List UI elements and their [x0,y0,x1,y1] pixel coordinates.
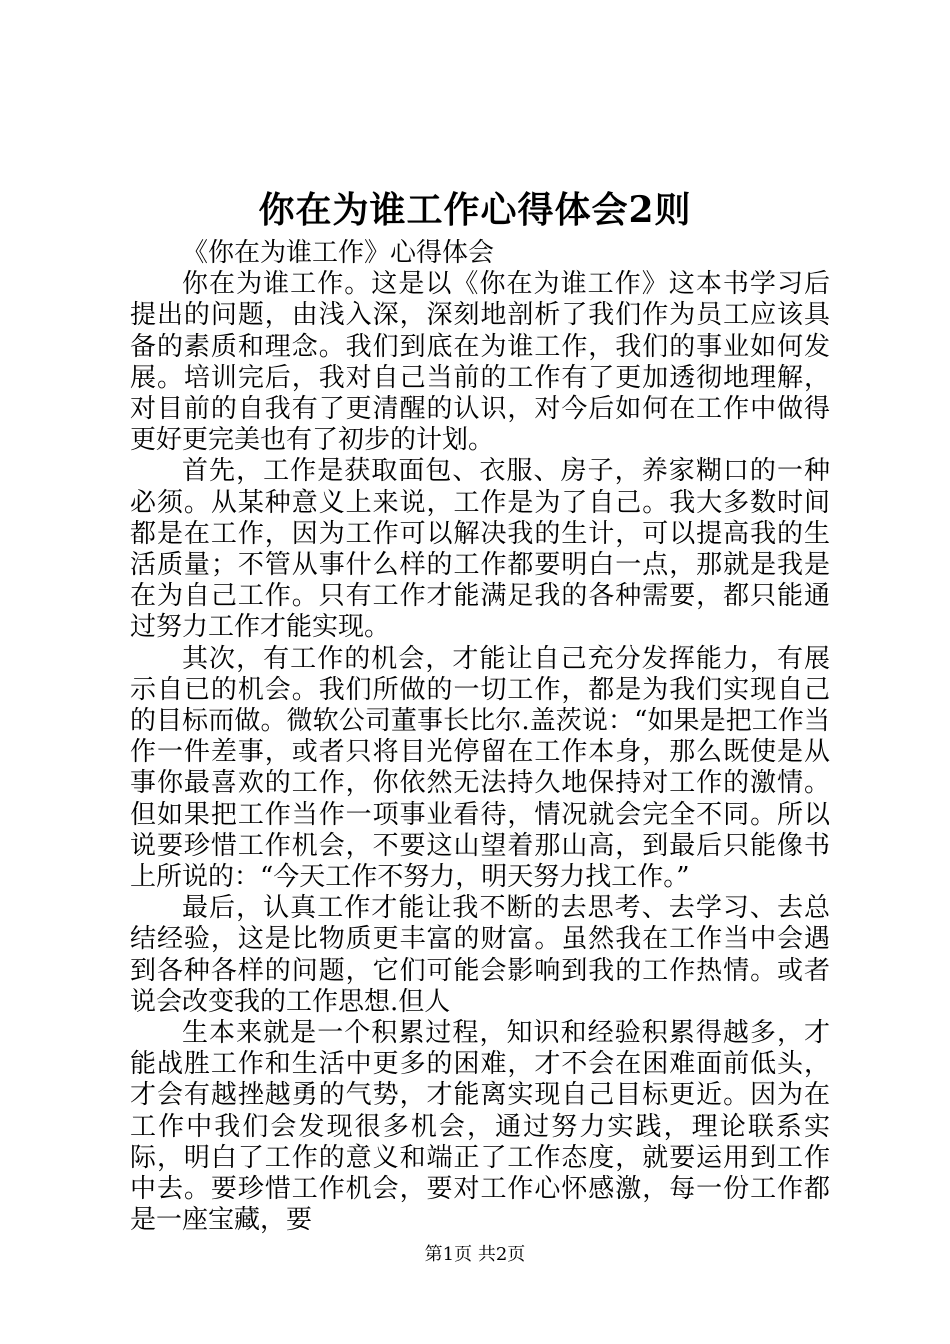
page-number-footer: 第1页 共2页 [424,1244,526,1265]
body-paragraph: 其次，有工作的机会，才能让自己充分发挥能力，有展示自已的机会。我们所做的一切工作，都是为我们实现自己的目标而做。微软公司董事长比尔.盖茨说：“如果是把工作当作一件差事，或者只将目光停留在工作本身，那么既使是从事你最喜欢的工作，你依然无法持久地保持对工作的激情。但如果把工作当作一项事业看待，情况就会完全不同。所以说要珍惜工作机会，不要这山望着那山高，到最后只能像书上所说的：“今天工作不努力，明天努力找工作。” [130,643,830,893]
body-paragraph: 首先，工作是获取面包、衣服、房子，养家糊口的一种必须。从某种意义上来说，工作是为了自己。我大多数时间都是在工作，因为工作可以解决我的生计，可以提高我的生活质量；不管从事什么样的工作都要明白一点，那就是我是在为自己工作。只有工作才能满足我的各种需要，都只能通过努力工作才能实现。 [130,456,830,643]
subtitle-paragraph: 《你在为谁工作》心得体会 [182,238,495,268]
body-paragraph: 生本来就是一个积累过程，知识和经验积累得越多，才能战胜工作和生活中更多的困难，才不会在困难面前低头，才会有越挫越勇的气势，才能离实现自己目标更近。因为在工作中我们会发现很多机会，通过努力实践，理论联系实际，明白了工作的意义和端正了工作态度，就要运用到工作中去。要珍惜工作机会，要对工作心怀感激，每一份工作都是一座宝藏，要 [130,1018,830,1236]
document-title: 你在为谁工作心得体会2则 [258,189,692,231]
body-paragraph: 最后，认真工作才能让我不断的去思考、去学习、去总结经验，这是比物质更丰富的财富。虽然我在工作当中会遇到各种各样的问题，它们可能会影响到我的工作热情。或者说会改变我的工作思想.但人 [130,893,830,1017]
document-body [130,238,830,1237]
body-paragraph: 你在为谁工作。这是以《你在为谁工作》这本书学习后提出的问题，由浅入深，深刻地剖析了我们作为员工应该具备的素质和理念。我们到底在为谁工作，我们的事业如何发展。培训完后，我对自己当前的工作有了更加透彻地理解，对目前的自我有了更清醒的认识，对今后如何在工作中做得更好更完美也有了初步的计划。 [130,269,830,456]
